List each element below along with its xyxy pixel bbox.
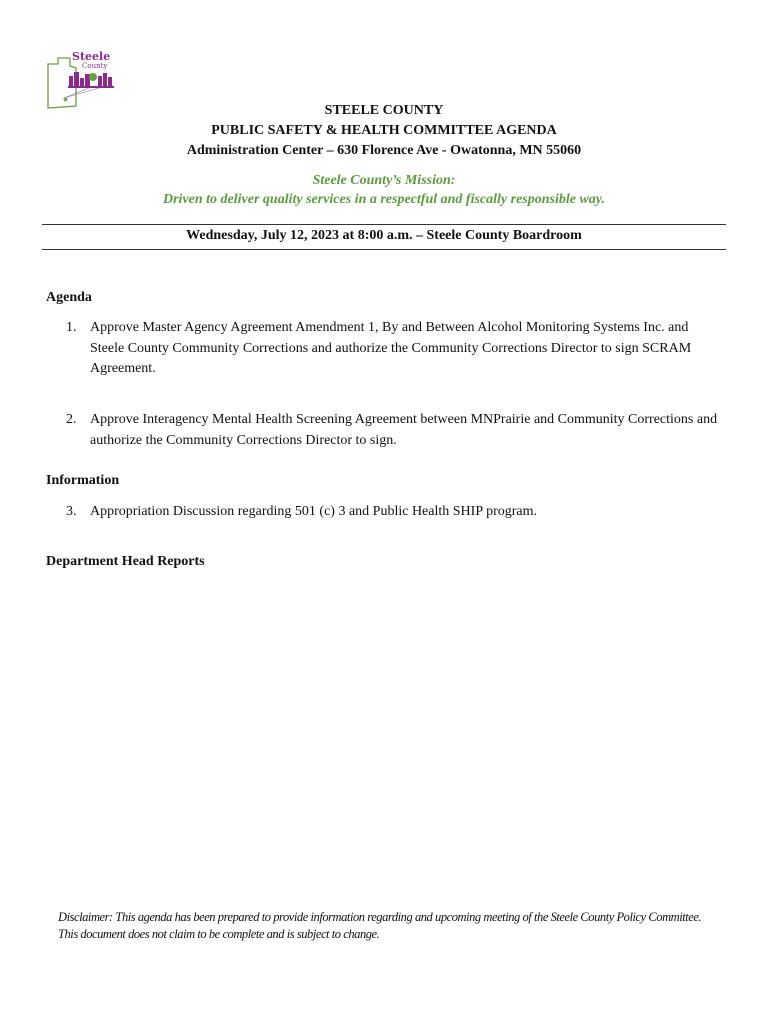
agenda-item-2	[66, 410, 726, 451]
disclaimer	[58, 909, 738, 943]
agenda-title: PUBLIC SAFETY & HEALTH COMMITTEE AGENDA	[211, 123, 557, 138]
item-text: Approve Interagency Mental Health Screening Agreement between MNPrairie and Community Corrections and authorize the Community Corrections Director to sign.	[90, 412, 718, 448]
svg-text:★: ★	[62, 95, 70, 104]
item-number: 1.	[66, 320, 77, 335]
address: Administration Center – 630 Florence Ave - Owatonna, MN 55060	[186, 143, 582, 158]
logo-word-2: County	[82, 62, 108, 70]
meeting-datetime: Wednesday, July 12, 2023 at 8:00 a.m. – Steele County Boardroom	[186, 228, 582, 243]
agenda-item-1	[66, 318, 726, 380]
disclaimer-line-2: This document does not claim to be complete and is subject to change.	[58, 927, 380, 941]
section-title-information: Information	[46, 473, 120, 488]
disclaimer-line-1: Disclaimer: This agenda has been prepared to provide information regarding and upcoming meeting of the Steele County Policy Committee.	[58, 910, 702, 924]
document-header	[42, 101, 726, 161]
meeting-datetime-bar	[42, 224, 726, 250]
information-item-3	[66, 502, 726, 523]
logo-word-1: Steele	[72, 50, 111, 63]
org-name: STEELE COUNTY	[324, 103, 444, 118]
section-title-department-reports: Department Head Reports	[46, 554, 205, 569]
item-number: 2.	[66, 412, 77, 427]
item-text: Appropriation Discussion regarding 501 (c) 3 and Public Health SHIP program.	[90, 504, 538, 519]
item-text: Approve Master Agency Agreement Amendment 1, By and Between Alcohol Monitoring Systems Inc. and Steele County Community Corrections and authorize the Community Corrections Director to sign SCRAM Agreement.	[90, 320, 692, 376]
mission-block	[42, 171, 726, 209]
mission-heading: Steele County’s Mission:	[312, 173, 456, 188]
item-number: 3.	[66, 504, 77, 519]
section-title-agenda: Agenda	[46, 290, 92, 305]
mission-statement: Driven to deliver quality services in a respectful and fiscally responsible way.	[163, 192, 605, 207]
